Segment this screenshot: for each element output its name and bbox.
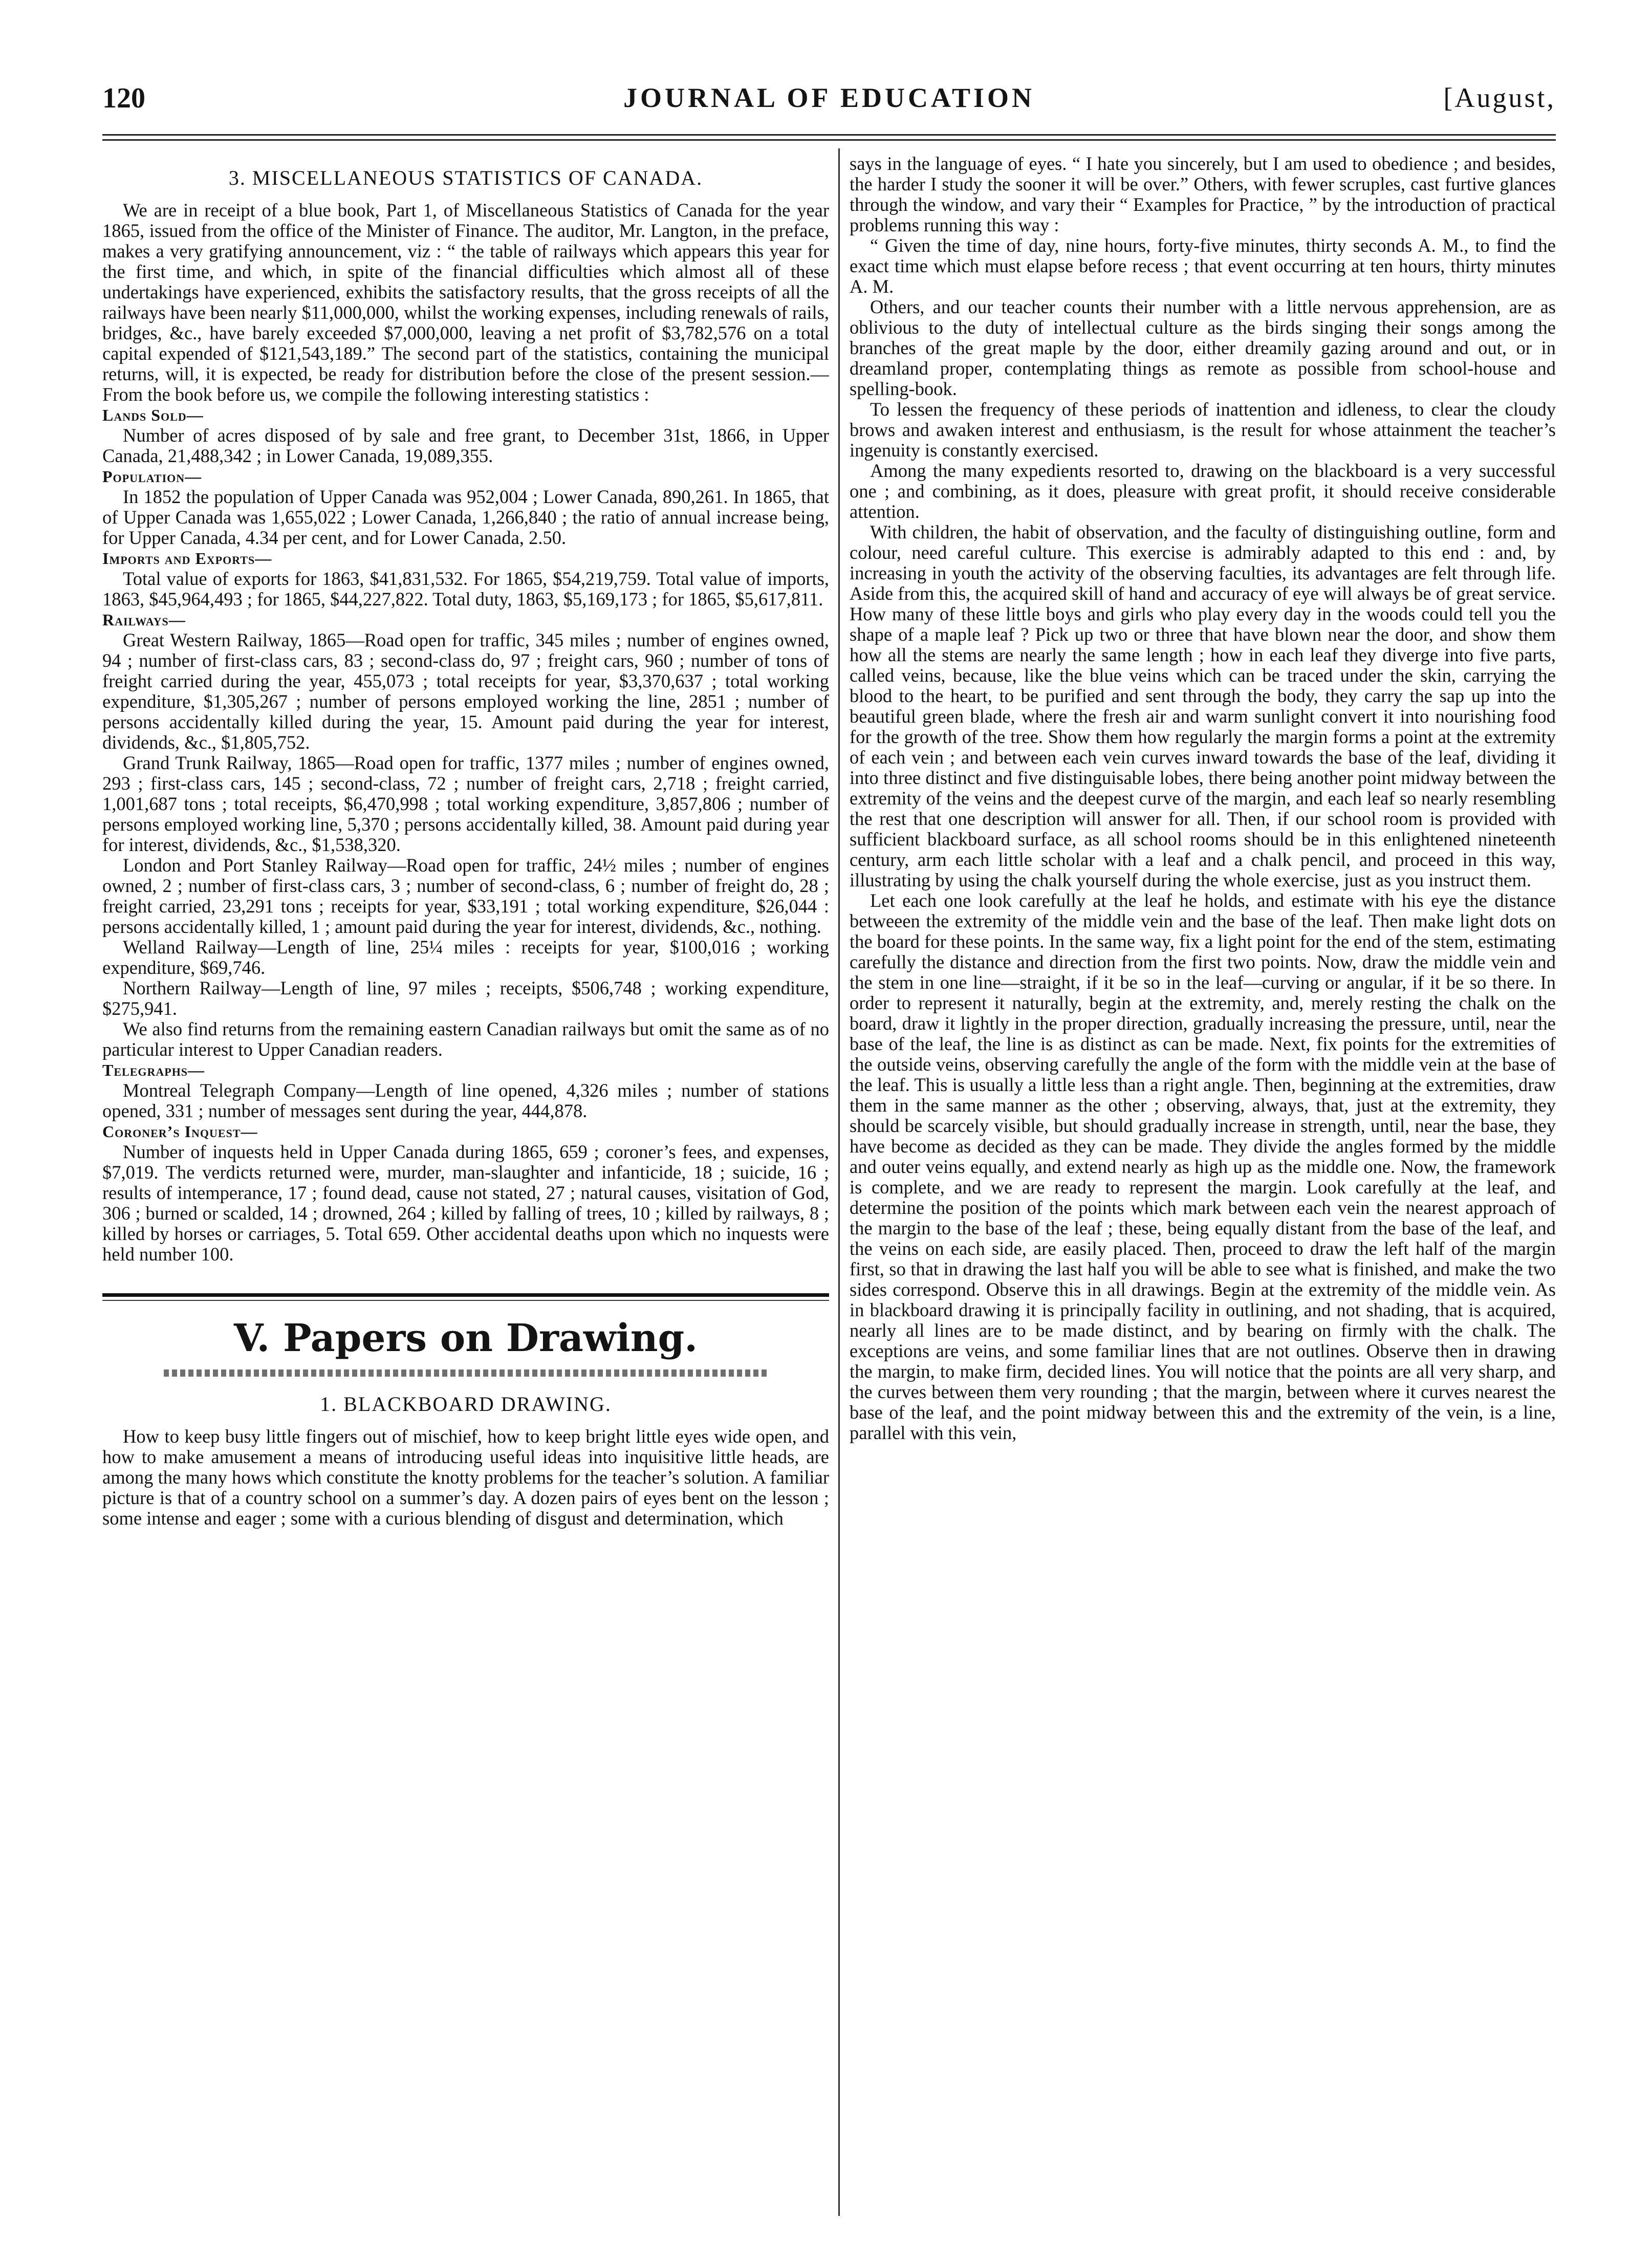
imports-heading: Imports and Exports— [102,549,272,568]
section-title: 3. MISCELLANEOUS STATISTICS OF CANADA. [228,166,703,189]
article-title: 1. BLACKBOARD DRAWING. [320,1393,612,1416]
population-paragraph: In 1852 the population of Upper Canada was 952,004 ; Lower Canada, 890,261. In 1865, that of Upper Canada was 1,655,022 ; Lower Canada, 1,266,840 ; the ratio of annual increase being, for Upper Canada, 4.34 per cent, and for Lower Canada, 2.50. [102,486,829,548]
column-divider [838,148,840,2216]
grand-trunk-paragraph: Grand Trunk Railway, 1865—Road open for traffic, 1377 miles ; number of engines owned, 293 ; first-class cars, 145 ; second-class, 72 ; number of freight cars, 2,718 ; freight carried, 1,001,687 tons ; total receipts, $6,470,998 ; total working expenditure, 3,857,806 ; number of persons employed working line, 5,370 ; persons accidentally killed, 38. Amount paid during year for interest, dividends, &c., $1,538,320. [102,752,829,855]
instructions-paragraph: Let each one look carefully at the leaf he holds, and estimate with his eye the distance betweeen the extremity of the middle vein and the base of the leaf. Then make light dots on the board for these points. In the same way, fix a light point for the end of the stem, estimating carefully the distance and direction from the first two points. Now, draw the middle vein and the stem in one line—straight, if it be so in the leaf—curving or angular, if it be so there. In order to represent it naturally, begin at the extremity, and, merely resting the chalk on the board, draw it lightly in the proper direction, gradually increasing the pressure, until, near the base of the leaf, the line is as distinct as can be made. Next, fix points for the extremities of the outside veins, observing carefully the angle of the form with the middle vein at the base of the leaf. This is usually a little less than a right angle. Then, beginning at the extremities, draw them in the same manner as the other ; observing, always, that, just at the extremity, they should be scarcely visible, but should gradually increase in strength, until, near the base, they have become as decided as they can be made. They divide the angles formed by the middle and outer veins equally, and extend nearly as high up as the middle one. Now, the framework is complete, and we are ready to represent the margin. Look carefully at the leaf, and determine the position of the points which mark between each vein the nearest approach of the margin to the base of the leaf ; these, being equally distant from the base of the leaf, and the veins on each side, are easily placed. Then, proceed to draw the left half of the margin first, so that in drawing the last half you will be able to see what is finished, and make the two sides correspond. Observe this in all drawings. Begin at the extremity of the middle vein. As in blackboard drawing it is principally facility in outlining, and not shading, that is acquired, nearly all lines are to be made distinct, and by bearing on firmly with the chalk. The exceptions are veins, and some familiar lines that are not outlines. Observe then in drawing the margin, to make firm, decided lines. You will notice that the points are all very sharp, and the curves between them very rounding ; that the margin, between where it curves nearest the base of the leaf, and the point midway between this and the extremity of the vein, is a line, parallel with this vein, [850,890,1556,1443]
population-heading: Population— [102,467,202,486]
railways-heading: Railways— [102,611,186,629]
other-railways-paragraph: We also find returns from the remaining eastern Canadian railways but omit the same as of no particular interest to Upper Canadian readers. [102,1018,829,1060]
imports-paragraph: Total value of exports for 1863, $41,831,532. For 1865, $54,219,759. Total value of imports, 1863, $45,964,493 ; for 1865, $44,227,822. Total duty, 1863, $5,169,173 ; for 1865, $5,617,811. [102,568,829,610]
issue-month: [August, [1443,82,1556,113]
northern-paragraph: Northern Railway—Length of line, 97 miles ; receipts, $506,748 ; working expenditure, $275,941. [102,977,829,1019]
lessen-paragraph: To lessen the frequency of these periods of inattention and idleness, to clear the cloudy brows and awaken interest and enthusiasm, is the result for whose attainment the teacher’s ingenuity is constantly exercised. [850,399,1556,461]
left-column [102,154,829,2216]
coroner-heading: Coroner’s Inquest— [102,1122,258,1141]
telegraphs-heading: Telegraphs— [102,1061,205,1079]
journal-title: JOURNAL OF EDUCATION [623,82,1035,113]
expedients-paragraph: Among the many expedients resorted to, drawing on the blackboard is a very successful one ; and combining, as it does, pleasure with great profit, it should receive considerable attention. [850,460,1556,522]
london-port-stanley-paragraph: London and Port Stanley Railway—Road open for traffic, 24½ miles ; number of engines owned, 2 ; number of first-class cars, 3 ; number of second-class, 6 ; number of freight do, 28 ; freight carried, 23,291 tons ; receipts for year, $33,191 ; total working expenditure, $26,044 : persons accidentally killed, 1 ; amount paid during the year for interest, dividends, &c., nothing. [102,855,829,937]
part-rule-thin [102,1300,829,1301]
continued-paragraph: says in the language of eyes. “ I hate you sincerely, but I am used to obedience ; and besides, the harder I study the sooner it will be over.” Others, with fewer scruples, cast furtive glances through the window, and vary their “ Examples for Practice, ” by the introduction of practical problems running this way : [850,154,1556,235]
quote-paragraph: “ Given the time of day, nine hours, forty-five minutes, thirty seconds A. M., to find the exact time which must elapse before recess ; that event occurring at ten hours, thirty minutes A. M. [850,235,1556,297]
welland-paragraph: Welland Railway—Length of line, 25¼ miles : receipts for year, $100,016 ; working expenditure, $69,746. [102,937,829,978]
header-rule [102,134,1556,136]
article-intro-paragraph: How to keep busy little fingers out of mischief, how to keep bright little eyes wide open, and how to make amusement a means of introducing useful ideas into inquisitive little heads, are among the many hows which constitute the knotty problems for the teacher’s solution. A familiar picture is that of a country school on a summer’s day. A dozen pairs of eyes bent on the lesson ; some intense and eager ; some with a curious blending of disgust and determination, which [102,1426,829,1529]
intro-paragraph: We are in receipt of a blue book, Part 1, of Miscellaneous Statistics of Canada for the year 1865, issued from the office of the Minister of Finance. The auditor, Mr. Langton, in the preface, makes a very gratifying announcement, viz : “ the table of railways which appears this year for the first time, and which, in spite of the financial difficulties which almost all of these undertakings have experienced, exhibits the satisfactory results, that the gross receipts of all the railways have been nearly $11,000,000, whilst the working expenses, including renewals of rails, bridges, &c., have barely exceeded $7,000,000, leaving a net profit of $3,782,576 on a total capital expended of $121,543,189.” The second part of the statistics, containing the municipal returns, will, it is expected, be ready for distribution before the close of the present session.—From the book before us, we compile the following interesting statistics : [102,200,829,405]
page-number: 120 [102,82,145,114]
telegraphs-paragraph: Montreal Telegraph Company—Length of line opened, 4,326 miles ; number of stations opened, 331 ; number of messages sent during the year, 444,878. [102,1080,829,1121]
lands-heading: Lands Sold— [102,406,204,424]
others-paragraph: Others, and our teacher counts their number with a little nervous apprehension, are as oblivious to the duty of intellectual culture as the birds singing their songs among the branches of the great maple by the door, either dreamily gazing around and out, or in dreamland proper, contemplating things as remote as possible from school-house and spelling-book. [850,296,1556,399]
wavy-divider [164,1369,768,1377]
page-header [102,82,1556,133]
part-rule-top [102,1293,829,1297]
part-title: V. Papers on Drawing. [234,1316,698,1360]
coroner-paragraph: Number of inquests held in Upper Canada during 1865, 659 ; coroner’s fees, and expenses, $7,019. The verdicts returned were, murder, man-slaughter and infanticide, 18 ; suicide, 16 ; results of intemperance, 17 ; found dead, cause not stated, 27 ; natural causes, visitation of God, 306 ; burned or scalded, 14 ; drowned, 264 ; killed by falling of trees, 10 ; killed by railways, 8 ; killed by horses or carriages, 5. Total 659. Other accidental deaths upon which no inquests were held number 100. [102,1141,829,1265]
header-rule-2 [102,139,1556,141]
right-column [850,154,1556,2216]
lands-paragraph: Number of acres disposed of by sale and free grant, to December 31st, 1866, in Upper Canada, 21,488,342 ; in Lower Canada, 19,089,355. [102,425,829,466]
great-western-paragraph: Great Western Railway, 1865—Road open for traffic, 345 miles ; number of engines owned, 94 ; number of first-class cars, 83 ; second-class do, 97 ; freight cars, 960 ; number of tons of freight carried during the year, 455,073 ; total receipts for year, $3,370,637 ; total working expenditure, $1,305,267 ; number of persons employed working the line, 2851 ; number of persons accidentally killed during the year, 15. Amount paid during the year for interest, dividends, &c., $1,805,752. [102,629,829,753]
children-paragraph: With children, the habit of observation, and the faculty of distinguishing outline, form and colour, need careful culture. This exercise is admirably adapted to this end : and, by increasing in youth the activity of the observing faculties, its advantages are felt through life. Aside from this, the acquired skill of hand and accuracy of eye will always be of great service. How many of these little boys and girls who play every day in the woods could tell you the shape of a maple leaf ? Pick up two or three that have blown near the door, and show them how all the stems are nearly the same length ; how in each leaf they diverge into five parts, called veins, because, like the blue veins which can be traced under the skin, carrying the blood to the heart, to be purified and sent through the body, they carry the sap up into the beautiful green blade, where the fresh air and warm sunlight convert it into nourishing food for the growth of the tree. Show them how regularly the margin forms a point at the extremity of each vein ; and between each vein curves inward towards the base of the leaf, dividing it into three distinct and five distinguisable lobes, there being another point midway between the extremity of the veins and the deepest curve of the margin, and each leaf so nearly resembling the rest that one description will answer for all. Then, if our school room is provided with sufficient blackboard surface, as all school rooms should be in this enlightened nineteenth century, arm each little scholar with a leaf and a chalk pencil, and proceed in this way, illustrating by using the chalk yourself during the whole exercise, just as you instruct them. [850,521,1556,890]
